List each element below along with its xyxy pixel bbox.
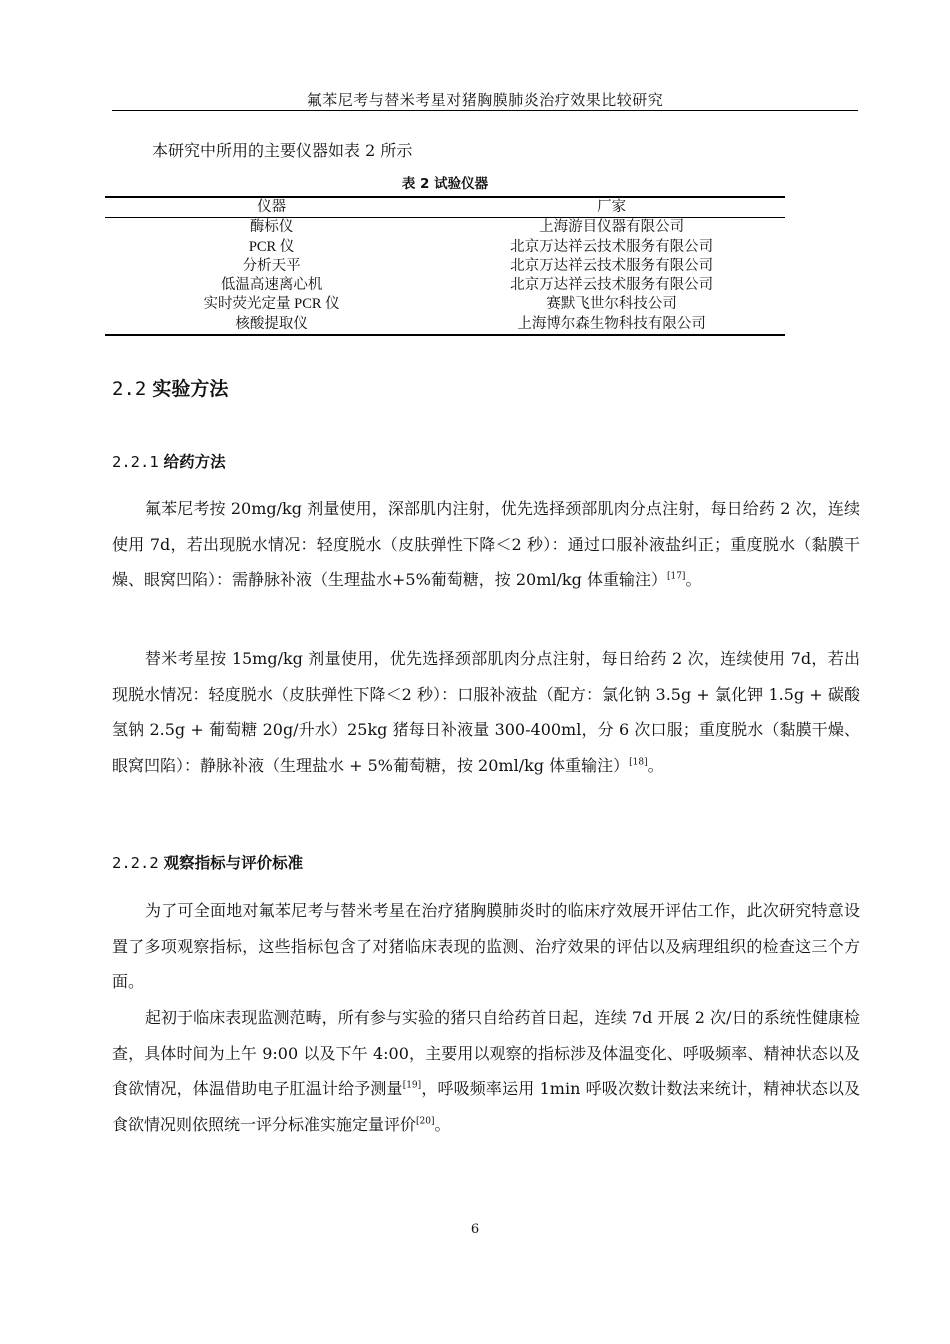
paragraph-end: 。 [647, 756, 664, 776]
paragraph-text: ，呼吸频率运用 1min 呼吸次数计数法来统计，精神状态以及食欲情况则依照统一评分标准实施定量评价 [112, 1079, 860, 1135]
paragraph-end: 。 [434, 1115, 451, 1135]
section-number: 2.2 [112, 378, 147, 400]
instrument-cell: 分析天平 [242, 257, 301, 274]
paragraph-text: 替米考星按 15mg/kg 剂量使用，优先选择颈部肌肉分点注射，每日给药 2 次，连续使用 7d，若出现脱水情况：轻度脱水（皮肤弹性下降＜2 秒）：口服补液盐（配方：氯化钠 3.5g + 氯化钾 1.5g + 碳酸氢钠 2.5g + 葡萄糖 20g/升水）25kg 猪每日补液量 300-400ml，分 6 次口服；重度脱水（黏膜干燥、眼窝凹陷）：静脉补液（生理盐水 + 5%葡萄糖，按 20ml/kg 体重输注） [112, 649, 860, 776]
section-title: 给药方法 [163, 453, 226, 471]
section-number: 2.2.1 [112, 453, 159, 471]
citation-ref: [20] [416, 1116, 435, 1127]
running-header: 氟苯尼考与替米考星对猪胸膜肺炎治疗效果比较研究 [306, 91, 664, 109]
section-heading-2-2-2 [112, 852, 303, 874]
section-title: 观察指标与评价标准 [163, 854, 304, 872]
paragraph-tilmicosin-dosing [112, 641, 860, 784]
citation-ref: [17] [666, 572, 686, 583]
manufacturer-cell: 北京万达祥云技术服务有限公司 [510, 277, 714, 294]
section-heading-2-2-1 [112, 451, 226, 473]
table-row [105, 276, 785, 295]
column-header-instrument: 仪器 [257, 199, 287, 215]
instrument-cell: PCR 仪 [248, 238, 295, 255]
paragraph-end: 。 [685, 570, 702, 590]
paragraph-text: 氟苯尼考按 20mg/kg 剂量使用，深部肌内注射，优先选择颈部肌肉分点注射，每日给药 2 次，连续使用 7d，若出现脱水情况：轻度脱水（皮肤弹性下降＜2 秒）：通过口服补液盐纠正；重度脱水（黏膜干燥、眼窝凹陷）：需静脉补液（生理盐水+5%葡萄糖，按 20ml/kg 体重输注） [112, 499, 860, 590]
header-rule [112, 110, 858, 111]
citation-ref: [19] [402, 1081, 422, 1092]
citation-ref: [18] [629, 757, 648, 768]
table-row [105, 315, 785, 335]
column-header-manufacturer: 厂家 [597, 199, 627, 215]
instrument-cell: 核酸提取仪 [235, 315, 308, 332]
paragraph-text: 起初于临床表现监测范畴，所有参与实验的猪只自给药首日起，连续 7d 开展 2 次/日的系统性健康检查，具体时间为上午 9:00 以及下午 4:00，主要用以观察的指标涉及体温变化、呼吸频率、精神状态以及食欲情况，体温借助电子肛温计给予测量 [112, 1008, 860, 1099]
section-number: 2.2.2 [112, 854, 159, 872]
manufacturer-cell: 上海博尔森生物科技有限公司 [517, 315, 706, 332]
table-row [105, 238, 785, 257]
section-title: 实验方法 [152, 378, 229, 400]
paragraph-clinical-monitoring [112, 1000, 860, 1143]
instrument-table [105, 196, 785, 336]
manufacturer-cell: 上海游目仪器有限公司 [539, 219, 685, 236]
page-number: 6 [470, 1222, 480, 1237]
paragraph-florfenicol-dosing [112, 491, 860, 598]
section-heading-2-2 [112, 376, 228, 402]
table-row [105, 295, 785, 314]
intro-sentence: 本研究中所用的主要仪器如表 2 所示 [152, 141, 413, 160]
manufacturer-cell: 赛默飞世尔科技公司 [546, 296, 677, 313]
paragraph-text: 为了可全面地对氟苯尼考与替米考星在治疗猪胸膜肺炎时的临床疗效展开评估工作，此次研究特意设置了多项观察指标，这些指标包含了对猪临床表现的监测、治疗效果的评估以及病理组织的检查这三个方面。 [112, 901, 860, 992]
table-header-row [105, 197, 785, 218]
instrument-cell: 低温高速离心机 [220, 277, 323, 294]
manufacturer-cell: 北京万达祥云技术服务有限公司 [510, 257, 714, 274]
instrument-cell: 实时荧光定量 PCR 仪 [203, 296, 340, 313]
instrument-cell: 酶标仪 [249, 219, 294, 236]
manufacturer-cell: 北京万达祥云技术服务有限公司 [510, 238, 714, 255]
table-caption: 表 2 试验仪器 [401, 176, 489, 192]
table-row [105, 257, 785, 276]
paragraph-observation-overview [112, 893, 860, 1000]
table-row [105, 218, 785, 238]
